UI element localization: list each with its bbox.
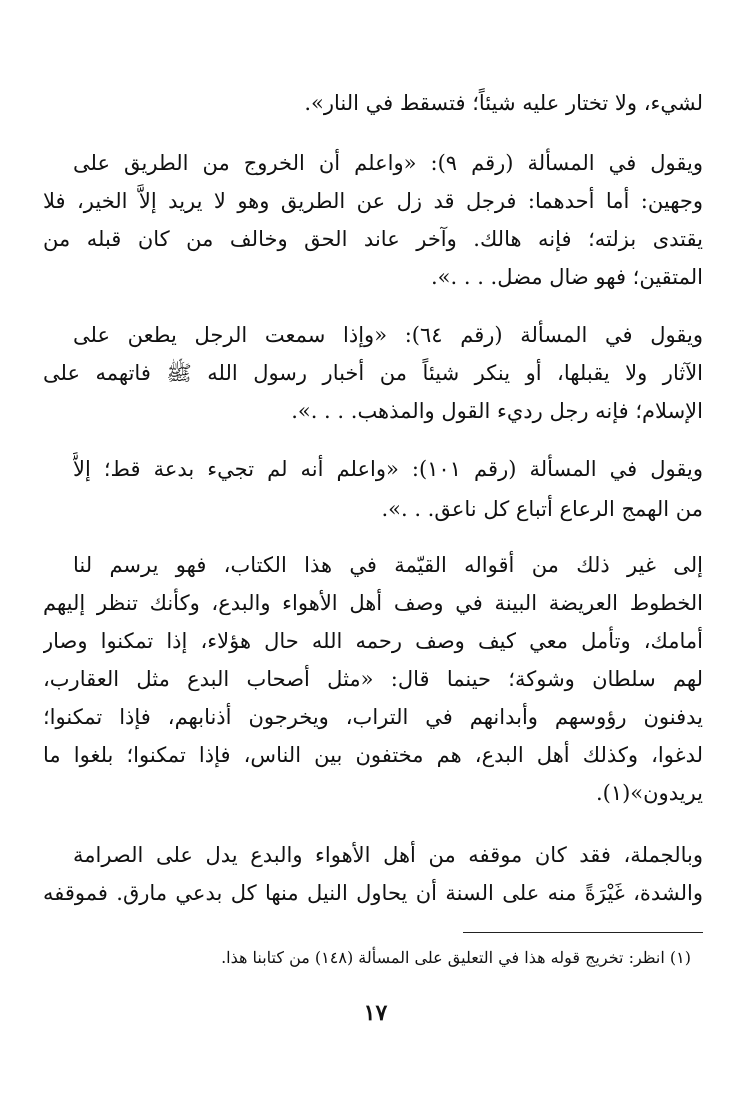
text-line-7: الآثار ولا يقبلها، أو ينكر شيئاً من أخبار رسول الله ﷺ فاتهمه على	[43, 361, 703, 385]
text-line-16: لدغوا، وكذلك أهل البدع، هم مختفون بين الناس، فإذا تمكنوا؛ بلغوا ما	[43, 743, 703, 767]
text-line-6: ويقول في المسألة (رقم ٦٤): «وإذا سمعت الرجل يطعن على	[73, 323, 703, 347]
text-line-15: يدفنون رؤوسهم وأبدانهم في التراب، ويخرجون أذنابهم، فإذا تمكنوا؛	[43, 705, 703, 729]
text-line-13: أمامك، وتأمل معي كيف وصف رحمه الله حال هؤلاء، إذا تمكنوا وصار	[43, 629, 703, 653]
footnote-divider	[463, 932, 703, 933]
text-line-9: ويقول في المسألة (رقم ١٠١): «واعلم أنه لم تجيء بدعة قط؛ إلاَّ	[73, 457, 703, 481]
text-line-17: يريدون»(١).	[595, 781, 703, 805]
page-number: ١٧	[363, 1000, 388, 1026]
footnote: (١) انظر: تخريج قوله هذا في التعليق على المسألة (١٤٨) من كتابنا هذا.	[221, 948, 691, 967]
text-line-18: وبالجملة، فقد كان موقفه من أهل الأهواء والبدع يدل على الصرامة	[73, 843, 703, 867]
text-line-10: من الهمج الرعاع أتباع كل ناعق. . .».	[381, 497, 703, 521]
text-line-12: الخطوط العريضة البينة في وصف أهل الأهواء والبدع، وكأنك تنظر إليهم	[43, 591, 703, 615]
text-line-3: وجهين: أما أحدهما: فرجل قد زل عن الطريق وهو لا يريد إلاَّ الخير، فلا	[43, 189, 703, 213]
text-line-5: المتقين؛ فهو ضال مضل. . . .».	[430, 265, 703, 289]
text-line-8: الإسلام؛ فإنه رجل رديء القول والمذهب. . . .».	[291, 399, 703, 423]
text-line-2: ويقول في المسألة (رقم ٩): «واعلم أن الخروج من الطريق على	[73, 151, 703, 175]
text-line-19: والشدة، غَيْرَةً منه على السنة أن يحاول النيل منها كل بدعي مارق. فموقفه	[43, 881, 703, 905]
text-line-14: لهم سلطان وشوكة؛ حينما قال: «مثل أصحاب البدع مثل العقارب،	[43, 667, 703, 691]
text-line-11: إلى غير ذلك من أقواله القيّمة في هذا الكتاب، فهو يرسم لنا	[73, 553, 703, 577]
text-line-4: يقتدى بزلته؛ فإنه هالك. وآخر عاند الحق وخالف من كان قبله من	[43, 227, 703, 251]
text-line-1: لشيء، ولا تختار عليه شيئاً؛ فتسقط في النار».	[304, 91, 703, 115]
